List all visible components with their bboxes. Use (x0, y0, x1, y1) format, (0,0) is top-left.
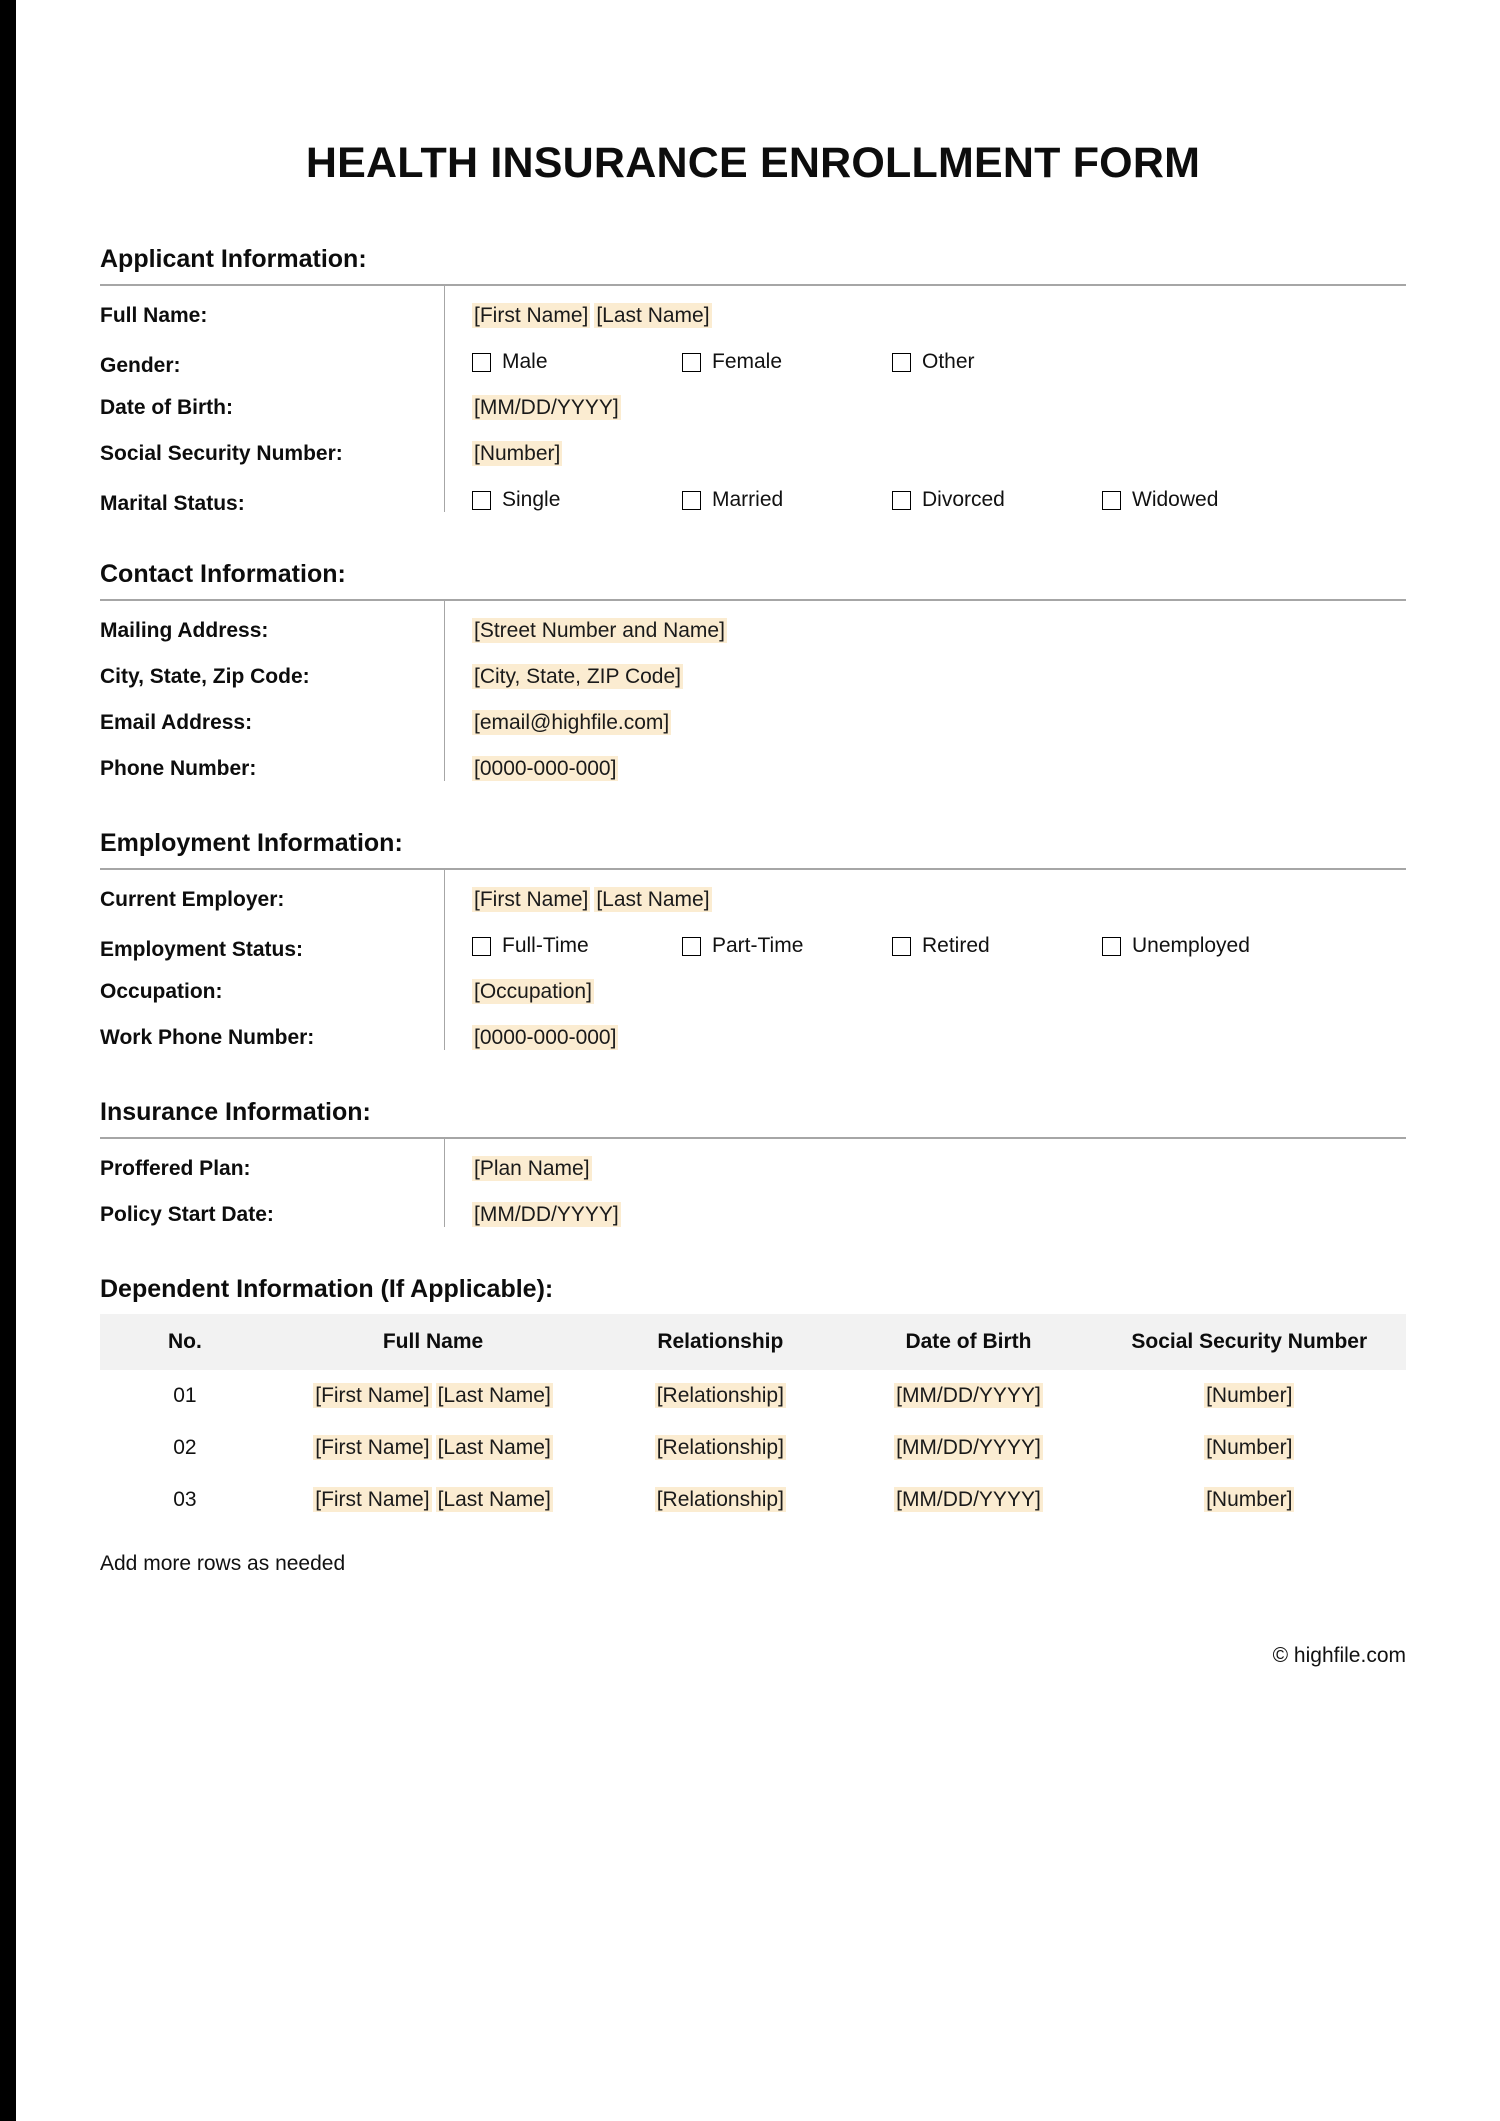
cell-last-name[interactable]: [Last Name] (437, 1436, 551, 1460)
label-date-of-birth: Date of Birth: (100, 396, 233, 420)
checkbox-employment-part-time[interactable] (682, 934, 892, 958)
cell-ssn[interactable]: [Number] (1206, 1488, 1293, 1512)
label-work-phone: Work Phone Number: (100, 1026, 315, 1050)
table-header-row (100, 1314, 1406, 1370)
checkbox-icon[interactable] (892, 353, 911, 372)
value-date-of-birth[interactable]: [MM/DD/YYYY] (474, 396, 619, 420)
field-row-mailing-address (100, 605, 1406, 651)
cell-row-number: 03 (173, 1488, 197, 1512)
label-marital-status: Marital Status: (100, 491, 245, 515)
value-city-state-zip-wrap (444, 651, 1406, 689)
employment-fields (100, 870, 1406, 1058)
cell-full-name[interactable] (270, 1422, 597, 1474)
field-row-full-name (100, 290, 1406, 336)
field-row-occupation (100, 966, 1406, 1012)
checkbox-gender-female[interactable] (682, 350, 892, 374)
cell-relationship[interactable]: [Relationship] (656, 1488, 784, 1512)
section-contact-information (100, 560, 1406, 789)
cell-first-name[interactable]: [First Name] (315, 1384, 430, 1408)
cell-ssn[interactable]: [Number] (1206, 1384, 1293, 1408)
checkbox-gender-male[interactable] (472, 350, 682, 374)
field-row-gender (100, 336, 1406, 382)
checkbox-employment-retired[interactable] (892, 934, 1102, 958)
checkbox-icon[interactable] (1102, 937, 1121, 956)
value-phone[interactable]: [0000-000-000] (474, 757, 617, 781)
section-heading-dependents: Dependent Information (If Applicable): (100, 1275, 554, 1304)
value-full-name[interactable] (444, 290, 1406, 328)
cell-ssn[interactable]: [Number] (1206, 1436, 1293, 1460)
checkbox-label: Unemployed (1132, 934, 1250, 958)
checkbox-employment-full-time[interactable] (472, 934, 682, 958)
document-page (16, 0, 1500, 2121)
column-header-ssn: Social Security Number (1093, 1314, 1406, 1370)
checkbox-marital-married[interactable] (682, 488, 892, 512)
label-policy-start-date: Policy Start Date: (100, 1203, 274, 1227)
value-current-employer-first[interactable]: [First Name] (474, 888, 589, 912)
insurance-fields (100, 1139, 1406, 1235)
column-header-relationship: Relationship (596, 1314, 844, 1370)
dependents-table-header (100, 1314, 1406, 1370)
value-city-state-zip[interactable]: [City, State, ZIP Code] (474, 665, 681, 689)
cell-relationship[interactable]: [Relationship] (656, 1384, 784, 1408)
cell-last-name[interactable]: [Last Name] (437, 1384, 551, 1408)
field-row-city-state-zip (100, 651, 1406, 697)
checkbox-label: Divorced (922, 488, 1005, 512)
cell-dob-wrap (844, 1474, 1092, 1526)
checkbox-icon[interactable] (472, 353, 491, 372)
checkbox-label: Full-Time (502, 934, 589, 958)
checkbox-label: Married (712, 488, 784, 512)
cell-last-name[interactable]: [Last Name] (437, 1488, 551, 1512)
value-ssn[interactable]: [Number] (474, 442, 561, 466)
value-mailing-address[interactable]: [Street Number and Name] (474, 619, 725, 643)
checkbox-label: Part-Time (712, 934, 804, 958)
value-occupation-wrap (444, 966, 1406, 1004)
dependents-table (100, 1314, 1406, 1526)
cell-ssn-wrap (1093, 1370, 1406, 1422)
field-row-ssn (100, 428, 1406, 474)
value-policy-start-date[interactable]: [MM/DD/YYYY] (474, 1203, 619, 1227)
cell-full-name[interactable] (270, 1370, 597, 1422)
applicant-fields (100, 286, 1406, 520)
cell-row-number: 02 (173, 1436, 197, 1460)
cell-relationship-wrap (596, 1370, 844, 1422)
section-employment-information (100, 829, 1406, 1058)
label-mailing-address: Mailing Address: (100, 619, 269, 643)
value-current-employer (444, 874, 1406, 912)
section-insurance-information (100, 1098, 1406, 1235)
checkbox-employment-unemployed[interactable] (1102, 934, 1250, 958)
value-current-employer-last[interactable]: [Last Name] (596, 888, 710, 912)
table-row (100, 1370, 1406, 1422)
value-full-name-last[interactable]: [Last Name] (596, 304, 710, 328)
value-email[interactable]: [email@highfile.com] (474, 711, 670, 735)
document-content (100, 0, 1406, 1668)
cell-first-name[interactable]: [First Name] (315, 1436, 430, 1460)
field-row-policy-start-date (100, 1189, 1406, 1235)
page-title: HEALTH INSURANCE ENROLLMENT FORM (305, 139, 1201, 187)
checkbox-marital-single[interactable] (472, 488, 682, 512)
section-heading-insurance: Insurance Information: (100, 1098, 371, 1127)
value-proffered-plan[interactable]: [Plan Name] (474, 1157, 590, 1181)
label-full-name: Full Name: (100, 304, 208, 328)
value-policy-start-date-wrap (444, 1189, 1406, 1227)
field-row-email (100, 697, 1406, 743)
employment-status-checkbox-group (472, 934, 1406, 958)
value-work-phone[interactable]: [0000-000-000] (474, 1026, 617, 1050)
footer-copyright: © highfile.com (1272, 1644, 1406, 1668)
label-gender: Gender: (100, 353, 181, 377)
label-occupation: Occupation: (100, 980, 223, 1004)
add-rows-note: Add more rows as needed (100, 1552, 346, 1576)
cell-full-name[interactable] (270, 1474, 597, 1526)
cell-date-of-birth[interactable]: [MM/DD/YYYY] (896, 1488, 1041, 1512)
checkbox-label: Other (922, 350, 975, 374)
field-row-current-employer (100, 874, 1406, 920)
value-ssn-wrap (444, 428, 1406, 466)
field-row-proffered-plan (100, 1143, 1406, 1189)
checkbox-label: Single (502, 488, 561, 512)
marital-status-checkbox-group (472, 488, 1406, 512)
checkbox-label: Retired (922, 934, 990, 958)
checkbox-label: Widowed (1132, 488, 1219, 512)
gender-checkbox-group (472, 350, 1406, 374)
label-proffered-plan: Proffered Plan: (100, 1157, 251, 1181)
cell-first-name[interactable]: [First Name] (315, 1488, 430, 1512)
label-city-state-zip: City, State, Zip Code: (100, 665, 310, 689)
contact-fields (100, 601, 1406, 789)
cell-ssn-wrap (1093, 1422, 1406, 1474)
value-gender (444, 336, 1406, 374)
checkbox-label: Male (502, 350, 548, 374)
value-phone-wrap (444, 743, 1406, 781)
column-header-full-name: Full Name (270, 1314, 597, 1370)
field-row-phone (100, 743, 1406, 789)
cell-relationship[interactable]: [Relationship] (656, 1436, 784, 1460)
section-heading-applicant: Applicant Information: (100, 245, 367, 274)
value-work-phone-wrap (444, 1012, 1406, 1050)
field-row-employment-status (100, 920, 1406, 966)
section-heading-employment: Employment Information: (100, 829, 403, 858)
checkbox-icon[interactable] (892, 937, 911, 956)
cell-row-number: 01 (173, 1384, 197, 1408)
dependents-table-body (100, 1370, 1406, 1526)
checkbox-icon[interactable] (682, 937, 701, 956)
value-proffered-plan-wrap (444, 1143, 1406, 1181)
checkbox-icon[interactable] (472, 491, 491, 510)
label-employment-status: Employment Status: (100, 937, 304, 961)
checkbox-icon[interactable] (892, 491, 911, 510)
checkbox-marital-divorced[interactable] (892, 488, 1102, 512)
value-full-name-first[interactable]: [First Name] (474, 304, 589, 328)
section-heading-contact: Contact Information: (100, 560, 346, 589)
value-employment-status (444, 920, 1406, 958)
field-row-date-of-birth (100, 382, 1406, 428)
cell-relationship-wrap (596, 1474, 844, 1526)
checkbox-icon[interactable] (682, 353, 701, 372)
label-current-employer: Current Employer: (100, 888, 285, 912)
value-date-of-birth-wrap (444, 382, 1406, 420)
cell-dob-wrap (844, 1422, 1092, 1474)
value-occupation[interactable]: [Occupation] (474, 980, 592, 1004)
value-mailing-address-wrap (444, 605, 1406, 643)
checkbox-icon[interactable] (1102, 491, 1121, 510)
table-row (100, 1474, 1406, 1526)
cell-date-of-birth[interactable]: [MM/DD/YYYY] (896, 1384, 1041, 1408)
checkbox-gender-other[interactable] (892, 350, 975, 374)
page-edge-band (0, 0, 16, 2121)
section-applicant-information (100, 245, 1406, 520)
column-header-no: No. (100, 1314, 270, 1370)
label-email: Email Address: (100, 711, 253, 735)
table-row (100, 1422, 1406, 1474)
checkbox-icon[interactable] (472, 937, 491, 956)
checkbox-marital-widowed[interactable] (1102, 488, 1218, 512)
cell-dob-wrap (844, 1370, 1092, 1422)
value-marital-status (444, 474, 1406, 512)
label-phone: Phone Number: (100, 757, 257, 781)
checkbox-icon[interactable] (682, 491, 701, 510)
field-row-marital-status (100, 474, 1406, 520)
label-ssn: Social Security Number: (100, 442, 343, 466)
cell-relationship-wrap (596, 1422, 844, 1474)
value-email-wrap (444, 697, 1406, 735)
cell-ssn-wrap (1093, 1474, 1406, 1526)
column-header-date-of-birth: Date of Birth (844, 1314, 1092, 1370)
checkbox-label: Female (712, 350, 783, 374)
field-row-work-phone (100, 1012, 1406, 1058)
section-dependent-information (100, 1275, 1406, 1576)
cell-date-of-birth[interactable]: [MM/DD/YYYY] (896, 1436, 1041, 1460)
